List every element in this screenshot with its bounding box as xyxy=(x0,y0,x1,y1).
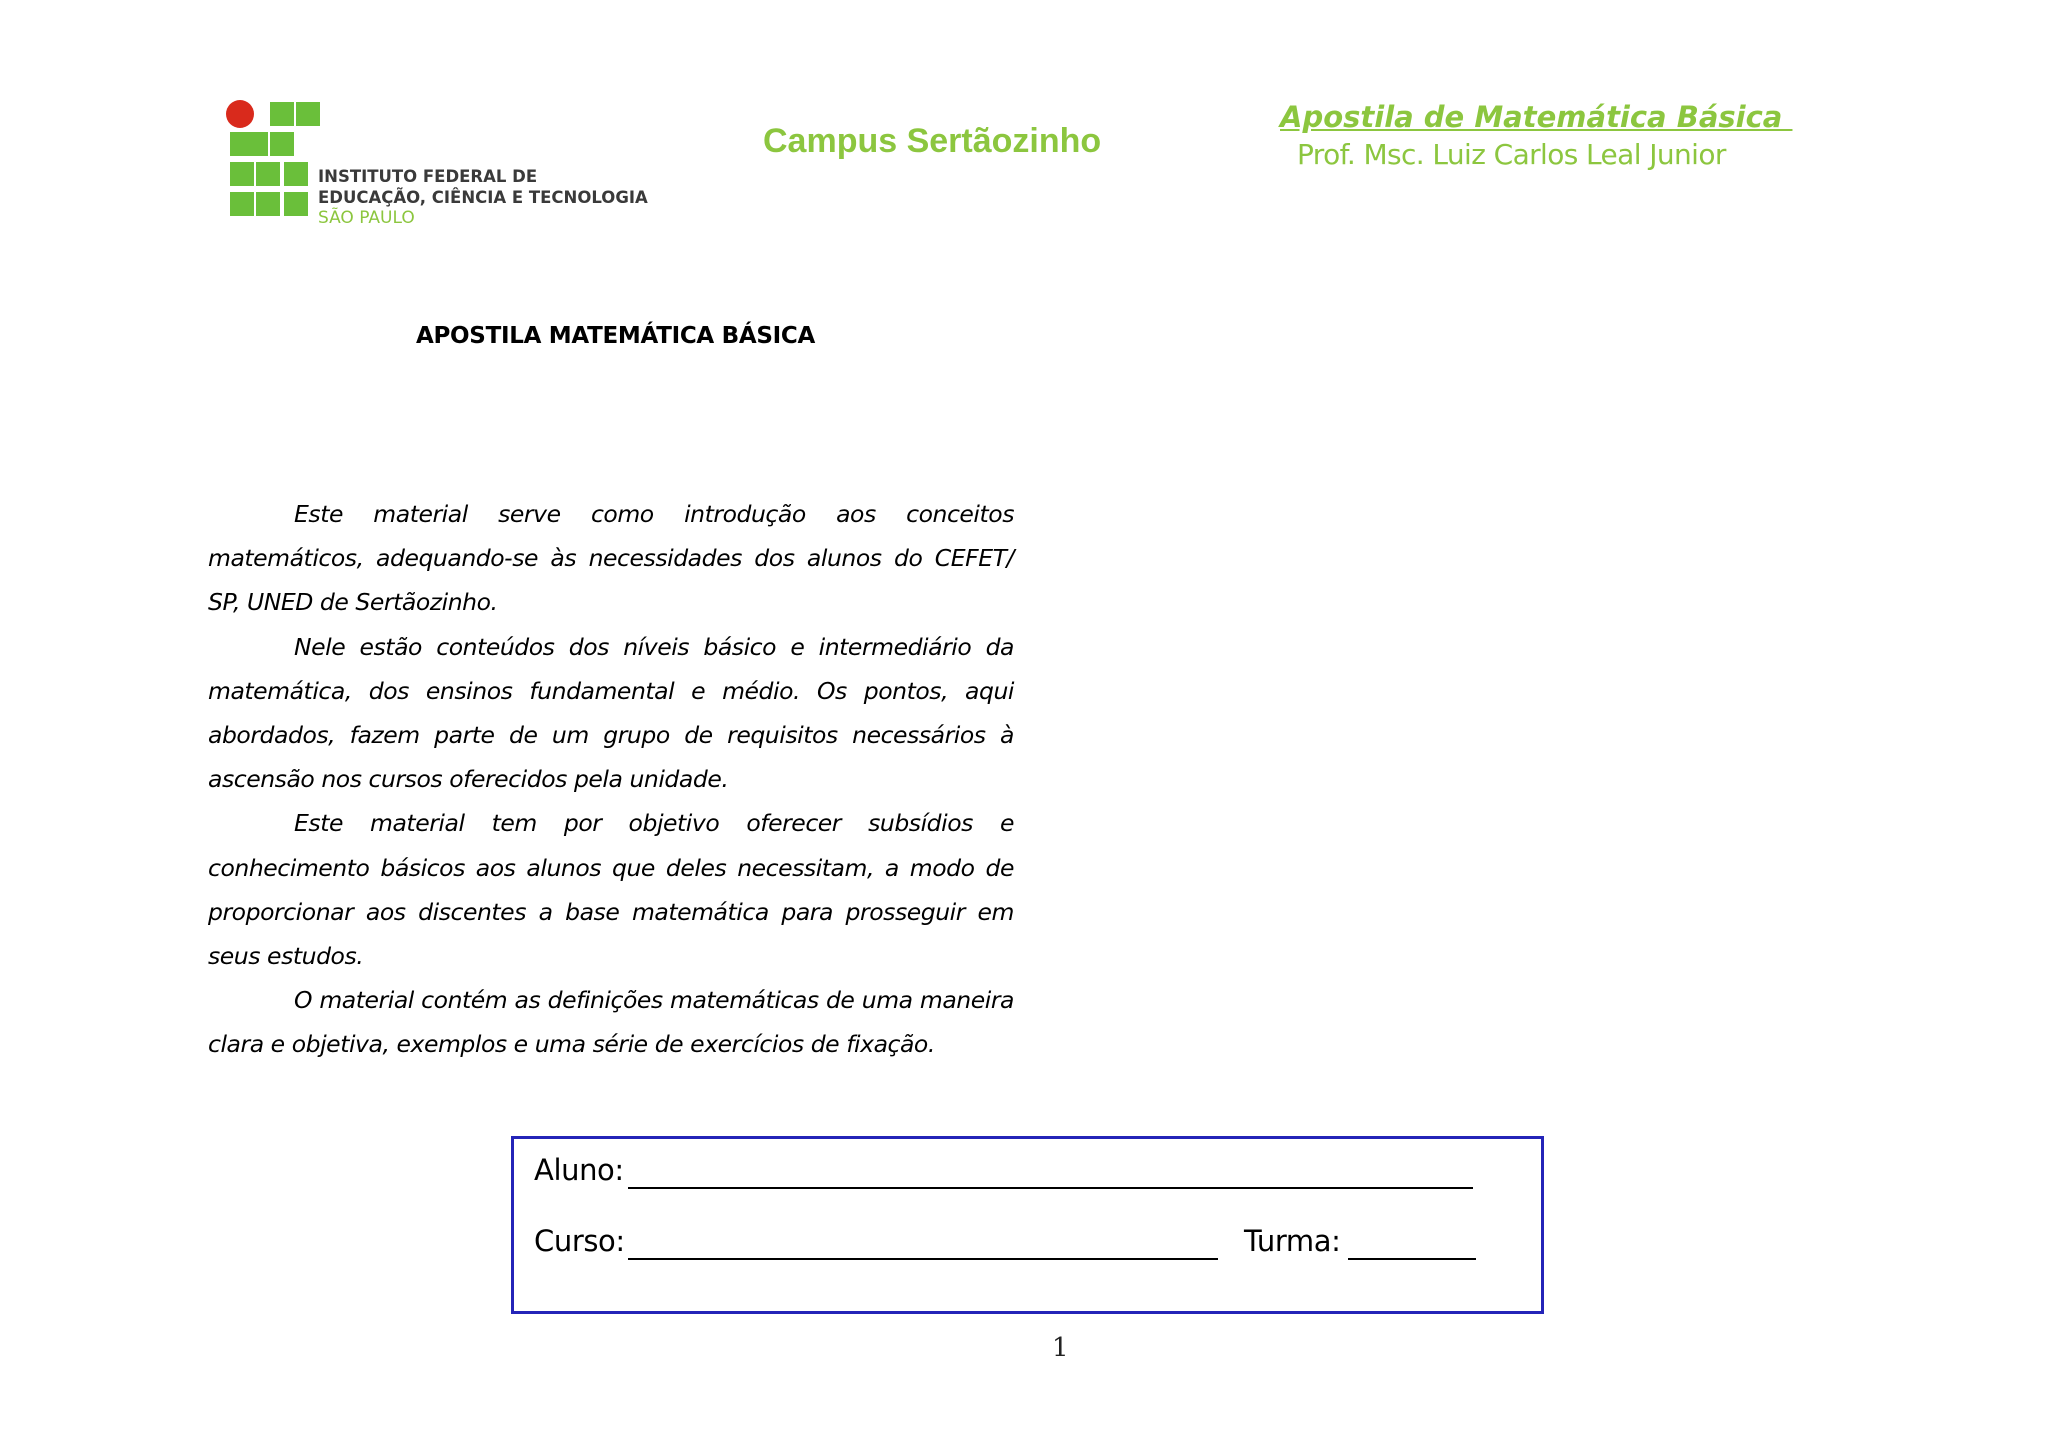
turma-field[interactable] xyxy=(1348,1258,1476,1260)
logo-line-1: INSTITUTO FEDERAL DE xyxy=(318,167,538,186)
curso-field[interactable] xyxy=(628,1258,1218,1260)
introduction-text xyxy=(208,492,1014,1067)
professor-name: Prof. Msc. Luiz Carlos Leal Junior xyxy=(1297,138,1726,171)
paragraph: Este material tem por objetivo oferecer subsídios e conhecimento básicos aos alunos que deles necessitam, a modo de proporcionar aos discentes a base matemática para prosseguir em seus estudos. xyxy=(208,809,1014,971)
logo-line-2: EDUCAÇÃO, CIÊNCIA E TECNOLOGIA xyxy=(318,188,648,207)
document-heading: APOSTILA MATEMÁTICA BÁSICA xyxy=(416,323,815,349)
turma-label: Turma: xyxy=(1244,1224,1341,1258)
logo-line-3: SÃO PAULO xyxy=(318,208,415,228)
logo-text xyxy=(318,166,648,229)
curso-label: Curso: xyxy=(534,1224,625,1258)
paragraph: Nele estão conteúdos dos níveis básico e intermediário da matemática, dos ensinos fundamental e médio. Os pontos, aqui abordados, fazem parte de um grupo de requisitos necessários à ascensão nos cursos oferecidos pela unidade. xyxy=(208,632,1014,794)
page-number: 1 xyxy=(1052,1333,1069,1363)
course-title: Apostila de Matemática Básica xyxy=(1280,100,1793,134)
logo-mark-icon xyxy=(222,96,312,226)
student-info-box xyxy=(511,1136,1544,1314)
aluno-label: Aluno: xyxy=(534,1153,624,1187)
institute-logo xyxy=(222,96,682,236)
aluno-field[interactable] xyxy=(628,1187,1473,1189)
paragraph: Este material serve como introdução aos conceitos matemáticos, adequando-se às necessidades dos alunos do CEFET/ SP, UNED de Sertãozinho. xyxy=(208,500,1014,617)
paragraph: O material contém as definições matemáticas de uma maneira clara e objetiva, exemplos e uma série de exercícios de fixação. xyxy=(208,986,1014,1059)
campus-name: Campus Sertãozinho xyxy=(763,122,1102,160)
